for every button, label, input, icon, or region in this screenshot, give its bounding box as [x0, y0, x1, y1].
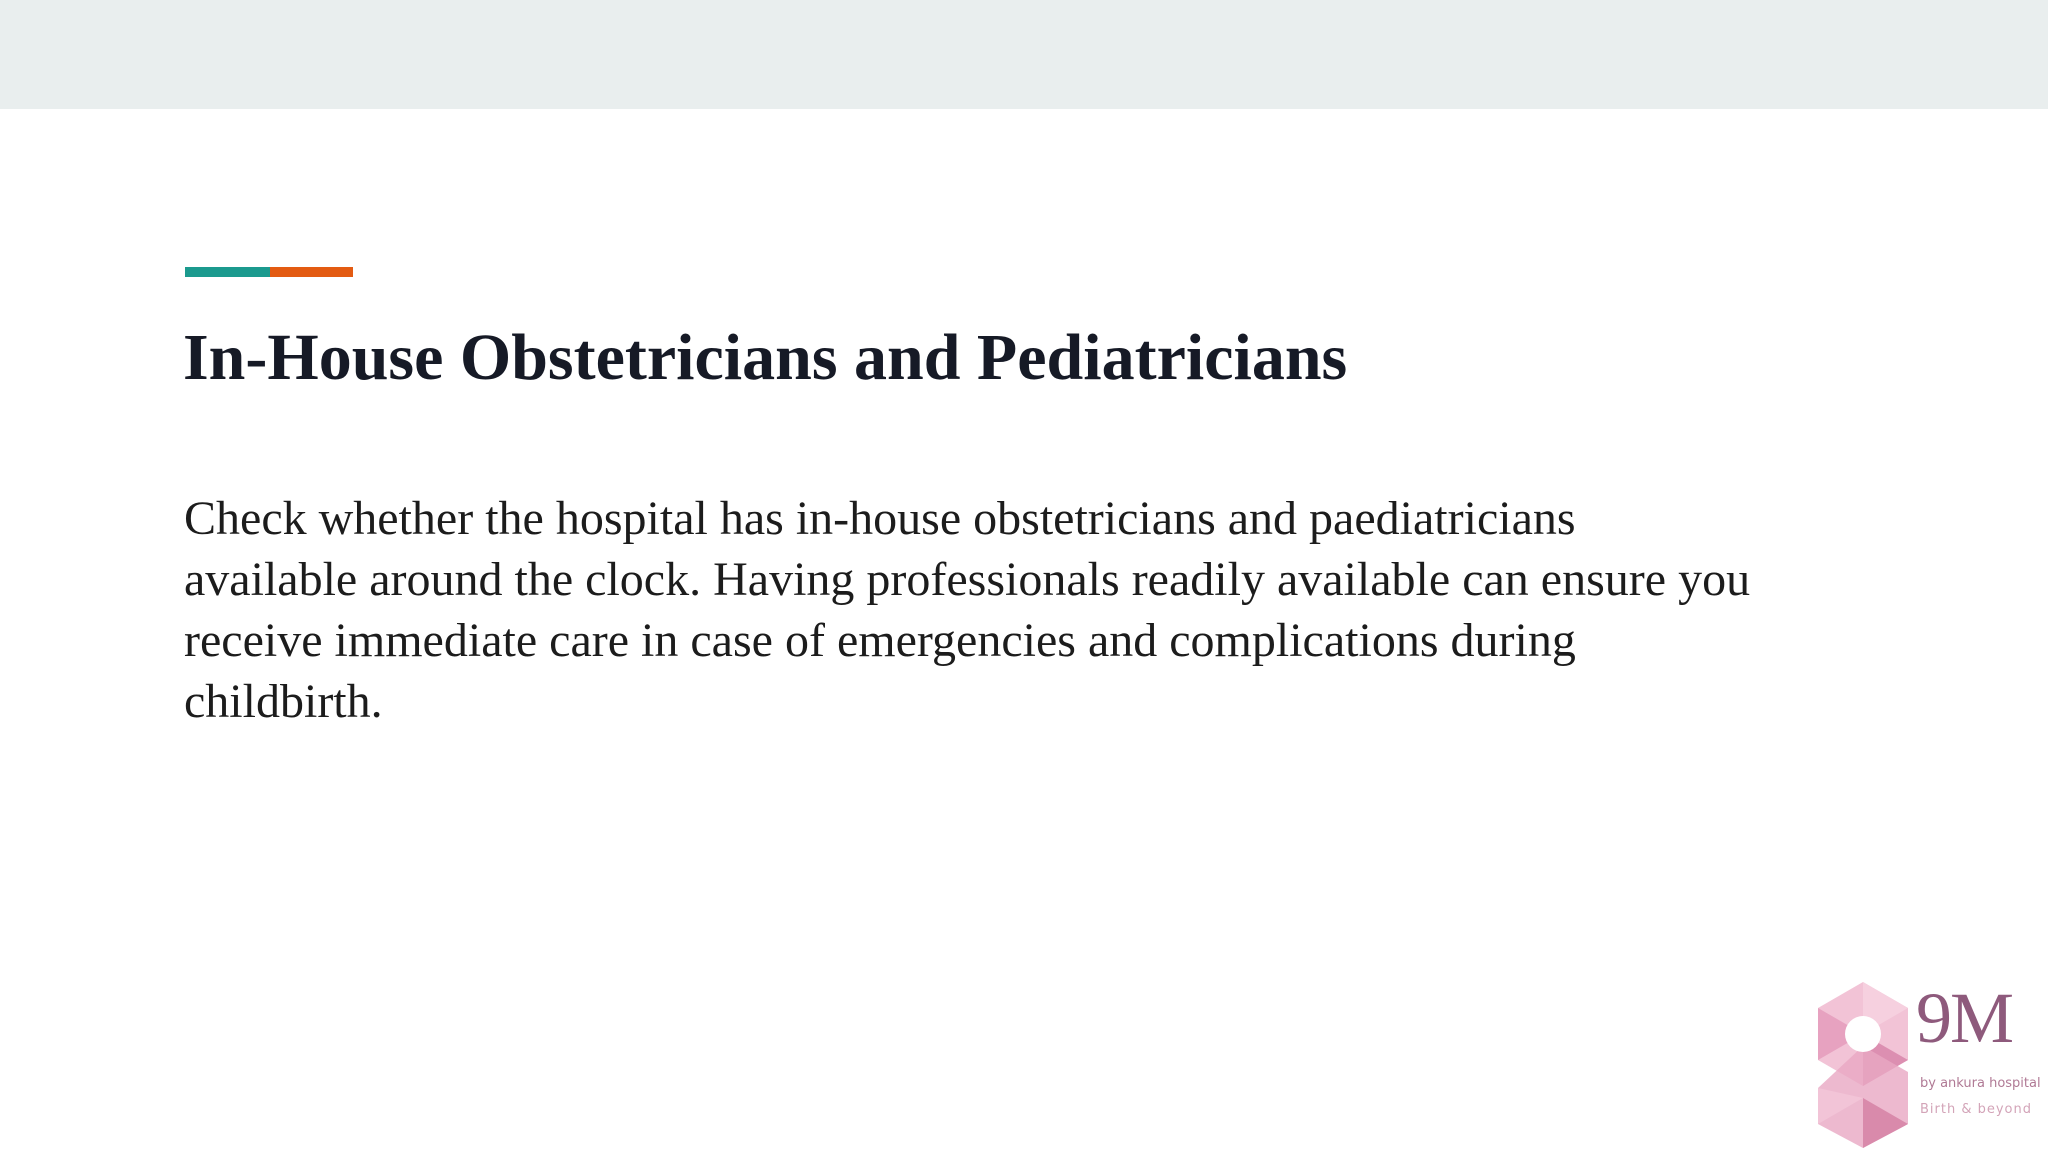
slide-body-text	[184, 488, 1884, 732]
logo-wordmark: 9M	[1916, 978, 2013, 1058]
header-band	[0, 0, 2048, 109]
logo-subtitle: by ankura hospital	[1920, 1076, 2041, 1091]
logo-hexagon-icon	[1808, 978, 1918, 1148]
body-line: Check whether the hospital has in-house obstetricians and paediatricians	[184, 492, 1576, 545]
slide-title: In-House Obstetricians and Pediatricians	[183, 321, 1348, 394]
body-line: childbirth.	[184, 675, 383, 728]
body-line: available around the clock. Having professionals readily available can ensure you	[184, 553, 1751, 606]
logo-tagline: Birth & beyond	[1920, 1102, 2033, 1117]
accent-bar-orange-segment	[270, 267, 353, 277]
brand-logo	[1808, 978, 2048, 1152]
body-line: receive immediate care in case of emergencies and complications during	[184, 614, 1576, 667]
accent-bar-teal-segment	[185, 267, 270, 277]
title-accent-bar	[185, 267, 353, 277]
